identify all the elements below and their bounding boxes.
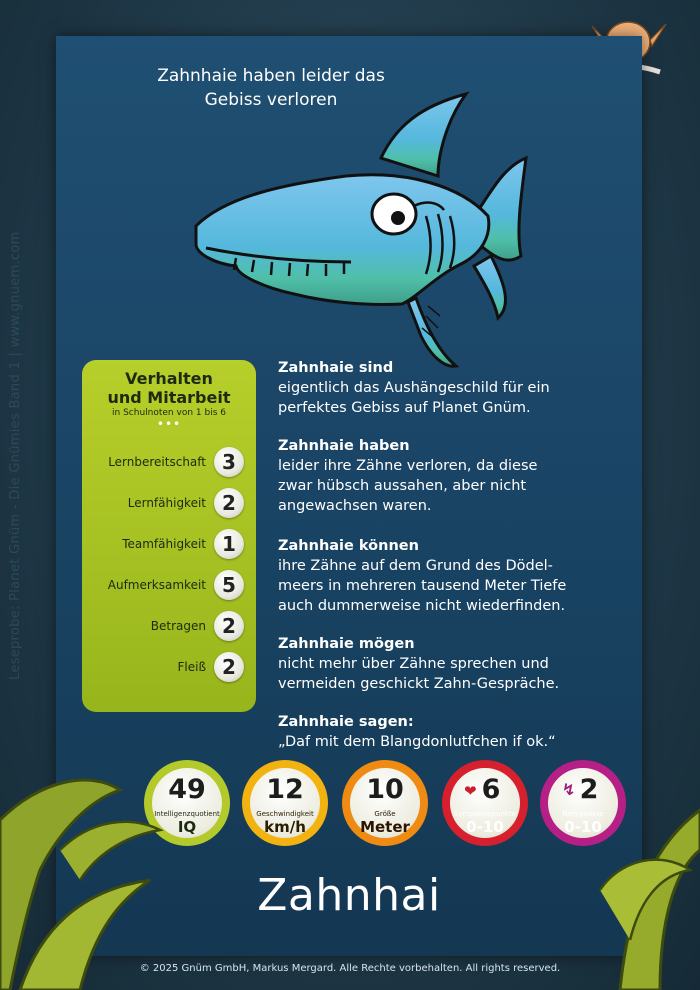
- behavior-row: [177, 649, 244, 685]
- stat-value: 2: [579, 774, 599, 805]
- stat-speed: [242, 760, 328, 846]
- stat-value: 6: [481, 774, 501, 805]
- behavior-row: [151, 608, 244, 644]
- behavior-subtitle: in Schulnoten von 1 bis 6: [112, 408, 226, 418]
- stat-unit: 0-10: [564, 818, 602, 836]
- grade-badge: 1: [214, 529, 244, 559]
- stat-unit: IQ: [177, 818, 197, 836]
- heart-icon: ❤: [464, 782, 477, 800]
- seaweed-right: [560, 780, 700, 990]
- fact-heading: Zahnhaie mögen: [278, 636, 415, 652]
- lightning-icon: ↯: [562, 780, 576, 799]
- behavior-row: [122, 526, 244, 562]
- behavior-dots: •••: [156, 417, 182, 431]
- behavior-label: Fleiß: [177, 660, 206, 674]
- stat-unit: km/h: [264, 818, 306, 836]
- stat-value: 10: [366, 774, 404, 805]
- fact-line: auch dummerweise nicht wiederfinden.: [278, 598, 566, 614]
- behavior-title-line2: und Mitarbeit: [107, 388, 231, 407]
- stat-label: Nervpunkte: [562, 810, 604, 818]
- behavior-label: Aufmerksamkeit: [107, 578, 206, 592]
- behavior-title-line1: Verhalten: [125, 369, 213, 388]
- character-name: Zahnhai: [257, 870, 441, 921]
- fact-heading: Zahnhaie sagen:: [278, 714, 414, 730]
- fact-line: eigentlich das Aushängeschild für ein: [278, 380, 550, 396]
- stat-unit: 0-10: [466, 818, 504, 836]
- grade-badge: 2: [214, 611, 244, 641]
- fact-line: ihre Zähne auf dem Grund des Dödel-: [278, 558, 553, 574]
- headline-line2: Gebiss verloren: [204, 90, 338, 110]
- stat-unit: Meter: [360, 818, 410, 836]
- copyright: © 2025 Gnüm GmbH, Markus Mergard. Alle Rechte vorbehalten. All rights reserved.: [139, 963, 561, 974]
- stat-label: Geschwindigkeit: [256, 810, 314, 818]
- grade-badge: 3: [214, 447, 244, 477]
- fact-line: meers in mehreren tausend Meter Tiefe: [278, 578, 567, 594]
- fact-block: [278, 358, 618, 418]
- fact-line: vermeiden geschickt Zahn-Gespräche.: [278, 676, 560, 692]
- fact-heading: Zahnhaie können: [278, 538, 419, 554]
- stat-value: 49: [168, 774, 206, 805]
- fact-line: leider ihre Zähne verloren, da diese: [278, 458, 538, 474]
- stat-value: 12: [266, 774, 304, 805]
- stat-label: Größe: [374, 810, 396, 818]
- behavior-label: Lernfähigkeit: [127, 496, 206, 510]
- behavior-row: [108, 567, 244, 603]
- side-label: Leseprobe: Planet Gnüm - Die Gnümies Band 1 | www.gnuem.com: [8, 231, 23, 680]
- fact-block: [278, 712, 618, 752]
- stat-label: Sympathiepunkte: [454, 810, 516, 818]
- grade-badge: 2: [214, 652, 244, 682]
- behavior-label: Teamfähigkeit: [122, 537, 206, 551]
- seaweed-left: [0, 760, 200, 990]
- shark-illustration: [176, 66, 536, 376]
- fact-block: [278, 436, 618, 516]
- behavior-row: [108, 444, 244, 480]
- behavior-title: [82, 369, 256, 407]
- fact-line: zwar hübsch aussahen, aber nicht: [278, 478, 527, 494]
- fact-line: perfektes Gebiss auf Planet Gnüm.: [278, 400, 531, 416]
- behavior-label: Lernbereitschaft: [108, 455, 206, 469]
- grade-badge: 2: [214, 488, 244, 518]
- fact-block: [278, 634, 618, 694]
- behavior-box: [82, 360, 256, 712]
- behavior-label: Betragen: [150, 619, 206, 633]
- fact-line: „Daf mit dem Blangdonlutfchen if ok.“: [278, 734, 556, 750]
- fact-heading: Zahnhaie haben: [278, 438, 410, 454]
- fact-heading: Zahnhaie sind: [278, 360, 394, 376]
- headline-line1: Zahnhaie haben leider das: [157, 66, 385, 86]
- stat-size: [342, 760, 428, 846]
- stat-sympathy: [442, 760, 528, 846]
- fact-line: nicht mehr über Zähne sprechen und: [278, 656, 549, 672]
- fact-line: angewachsen waren.: [278, 498, 432, 514]
- stat-label: Intelligenzquotient: [154, 810, 220, 818]
- fact-block: [278, 536, 618, 616]
- grade-badge: 5: [214, 570, 244, 600]
- behavior-row: [128, 485, 244, 521]
